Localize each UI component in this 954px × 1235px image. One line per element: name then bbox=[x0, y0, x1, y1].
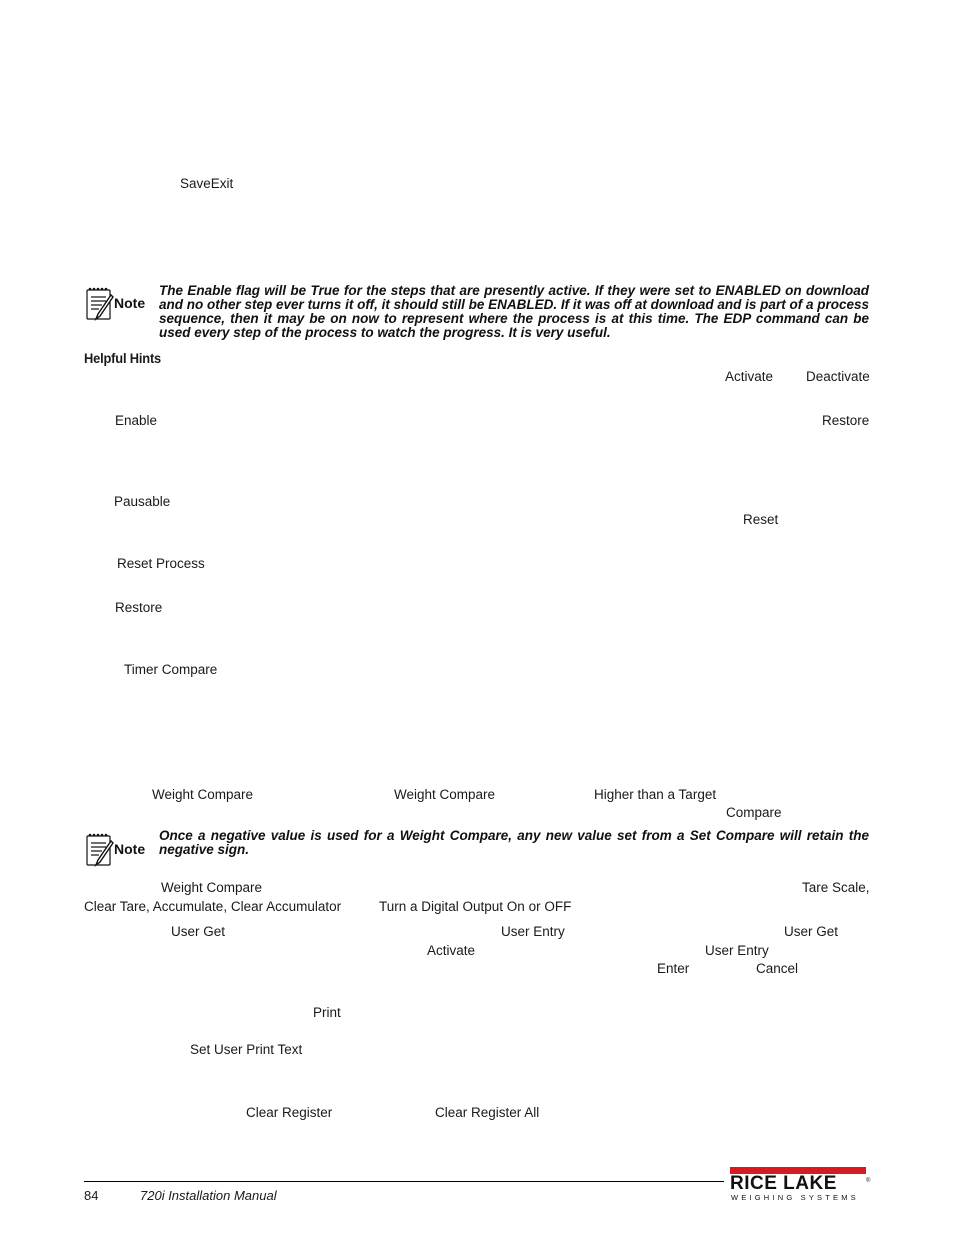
text-fragment: Enter bbox=[657, 961, 690, 976]
text-fragment: Set User Print Text bbox=[190, 1042, 303, 1057]
page-number: 84 bbox=[84, 1188, 99, 1203]
note-icon bbox=[84, 832, 150, 873]
logo-registered-mark: ® bbox=[866, 1178, 871, 1184]
text-fragment: Weight Compare bbox=[152, 787, 254, 802]
text-fragment: Higher than a Target bbox=[594, 787, 717, 802]
manual-title: 720i Installation Manual bbox=[140, 1188, 277, 1203]
text-fragment: User Entry bbox=[501, 924, 565, 939]
text-fragment: Clear Register All bbox=[435, 1105, 540, 1120]
text-fragment: Pausable bbox=[114, 494, 171, 509]
text-fragment: Weight Compare bbox=[161, 880, 263, 895]
text-fragment: Compare bbox=[726, 805, 782, 820]
logo-main-text: RICE LAKE bbox=[730, 1173, 837, 1194]
note-label: Note bbox=[114, 295, 146, 311]
text-fragment: User Entry bbox=[705, 943, 769, 958]
text-fragment: User Get bbox=[784, 924, 839, 939]
text-fragment: Restore bbox=[115, 600, 163, 615]
text-fragment: Enable bbox=[115, 413, 158, 428]
text-fragment: Print bbox=[313, 1005, 341, 1020]
text-fragment: Deactivate bbox=[806, 369, 870, 384]
rice-lake-logo bbox=[730, 1167, 871, 1202]
footer-rule bbox=[84, 1181, 724, 1182]
section-heading: Helpful Hints bbox=[84, 350, 162, 366]
text-fragment: User Get bbox=[171, 924, 226, 939]
text-fragment: Weight Compare bbox=[394, 787, 496, 802]
text-fragment: Restore bbox=[822, 413, 870, 428]
text-fragment: Cancel bbox=[756, 961, 799, 976]
logo-sub-text: WEIGHING SYSTEMS bbox=[731, 1193, 859, 1202]
note-text: Once a negative value is used for a Weight Compare, any new value set from a Set Compare will retain the negative sign. bbox=[159, 828, 869, 857]
text-fragment: Reset Process bbox=[117, 556, 205, 571]
note-text: The Enable flag will be True for the steps that are presently active. If they were set to ENABLED on download and no other step ever turns it off, it should still be ENABLED. If it was off at download and is part of a process sequence, then it may be on now to represent where the process is at this time. The EDP command can be used every step of the process to watch the progress. It is very useful. bbox=[159, 283, 869, 340]
text-fragment: Turn a Digital Output On or OFF bbox=[379, 899, 572, 914]
text-fragment: Tare Scale, bbox=[802, 880, 870, 895]
text-fragment: Activate bbox=[427, 943, 476, 958]
text-fragment: Reset bbox=[743, 512, 779, 527]
text-fragment: Timer Compare bbox=[124, 662, 218, 677]
text-fragment: SaveExit bbox=[180, 176, 234, 191]
text-fragment: Activate bbox=[725, 369, 774, 384]
text-fragment: Clear Tare, Accumulate, Clear Accumulator bbox=[84, 899, 342, 914]
note-icon bbox=[84, 286, 150, 327]
note-label: Note bbox=[114, 841, 146, 857]
text-fragment: Clear Register bbox=[246, 1105, 333, 1120]
